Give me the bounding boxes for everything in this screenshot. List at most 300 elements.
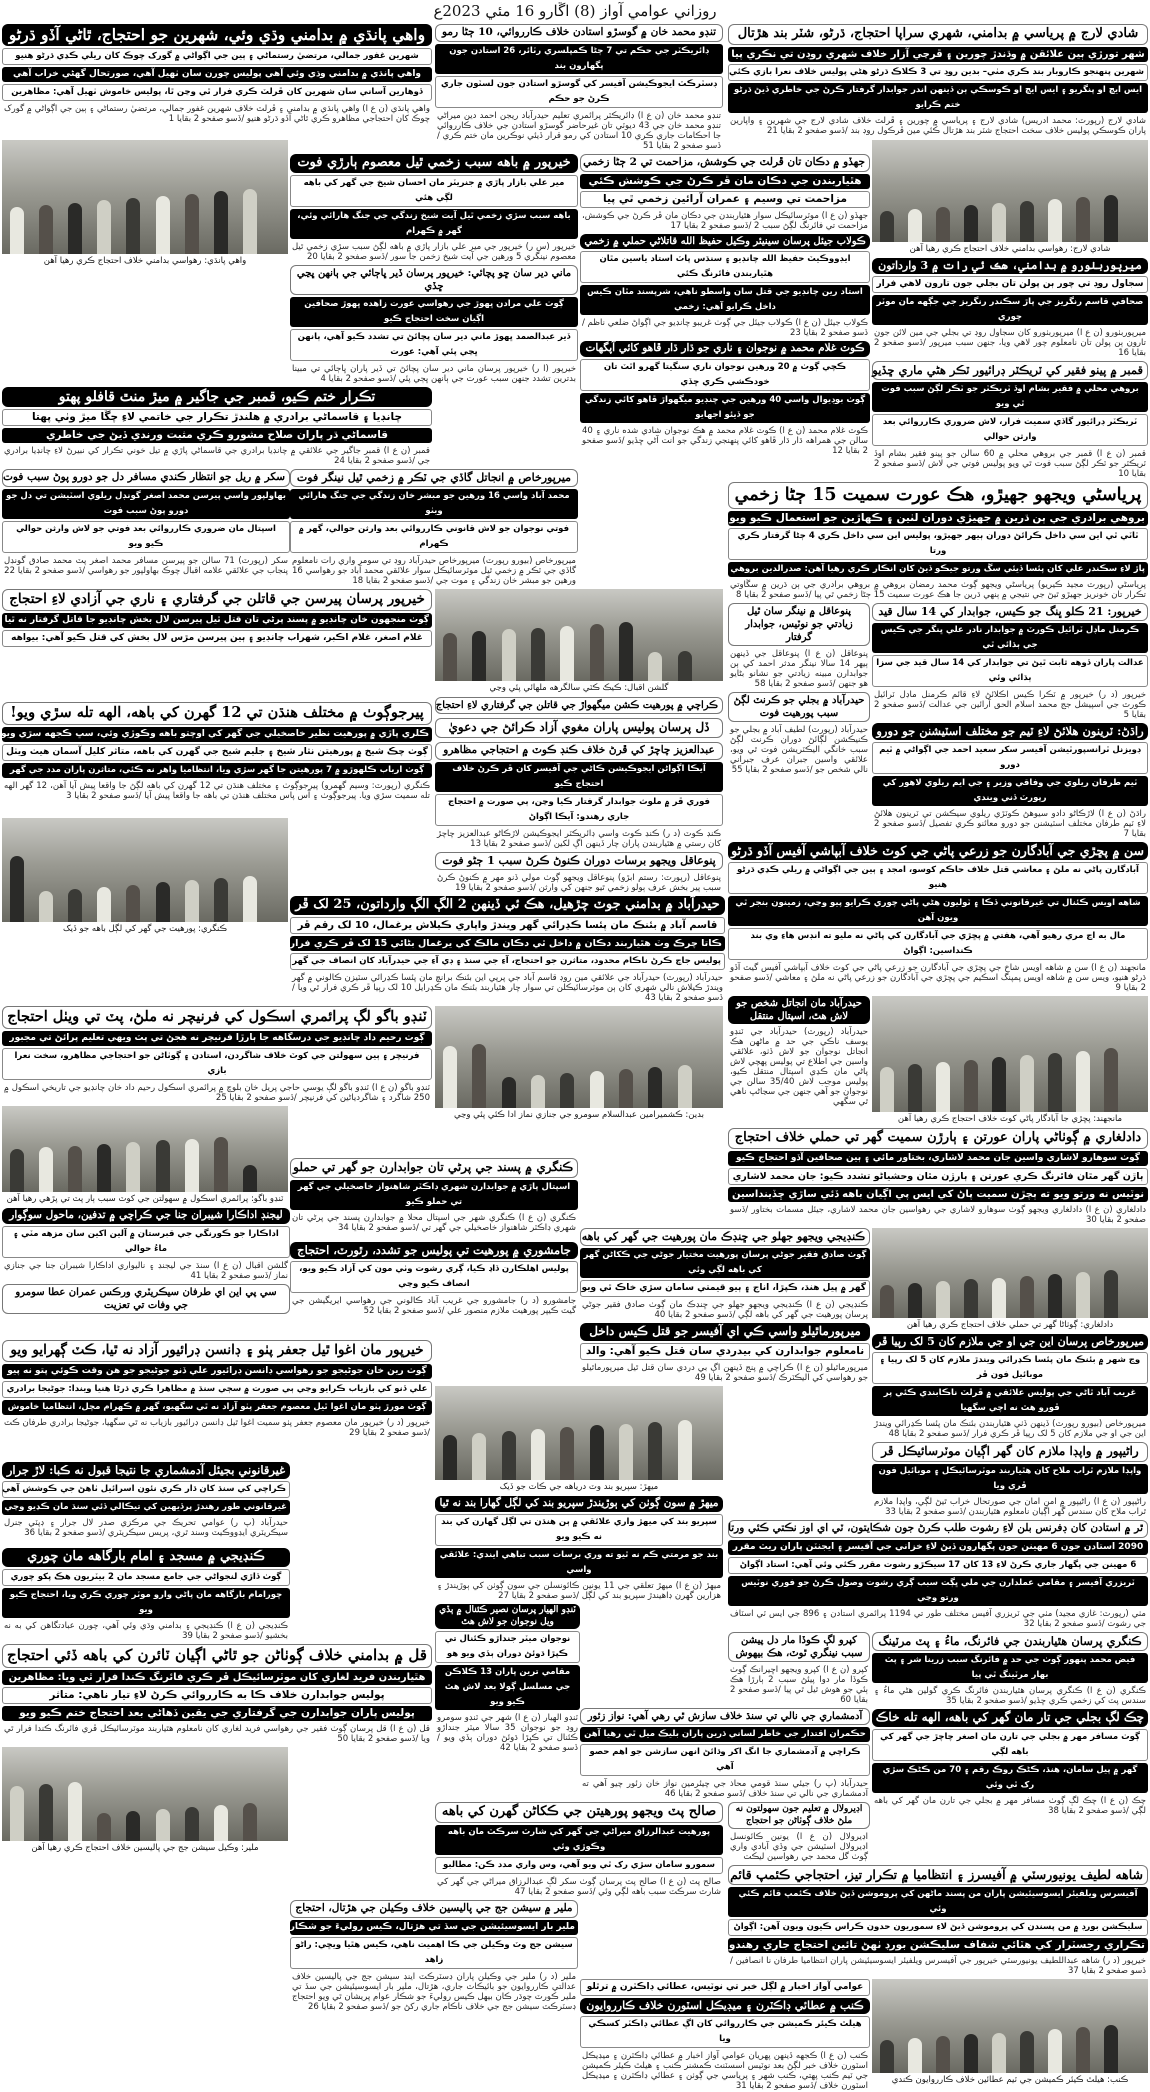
news-photo: [872, 996, 1148, 1126]
story-body-text: راڌڻ (ن ع ا) لاڙڪاڻو دادو سيوهڻ ڪوٽڙي ريلوي سيڪشن تي ٽرينون هلائڻ لاءِ ٽيم طرفان مختلف اسٽيشنن جو دورو معائنو ڪري تفصيل /ڏسو صفحو 2 بقايا 7: [874, 808, 1146, 839]
story-subheadline: ٻاڙن گهر مٿان فائرنگ ڪري عورتن ۽ ٻارڙن مٿان وحشياڻو تشدد ڪيو: جان محمد لاشاري: [728, 1168, 1148, 1185]
story-subheadline: پوليس پاران جوابدارن جي گرفتاري جي يقين ڏهاڻي بعد احتجاج ختم ڪيو ويو: [2, 1706, 432, 1721]
story-body-text: ميهڙ (ن ع ا) ميهڙ تعلقي جي 11 يونين ڪائونسلن جي سون ڳوٺن کي ٻوڙيندڙ ۽ هزارين گهرن ڊاهيندڙ سپريو بند کي لڳل /ڏسو صفحو 2 بقايا 27: [437, 1580, 721, 1601]
news-story: [580, 1228, 870, 1321]
news-story: [435, 1604, 580, 1754]
photo-image: [2, 818, 288, 922]
photo-figure: [243, 876, 257, 922]
photo-caption: ڪنگري: پورهيت جي گهر کي لڳل باهه جو ڏيک: [63, 924, 227, 934]
story-subheadline: شهرين غفور جمالي، مرتضيٰ رستماڻي ۽ ٻين جي اڳواڻي ۾ گورک چوڪ کان ريلي ڪڍي ڌرڻو هنيو: [2, 48, 432, 65]
photo-figure: [936, 207, 950, 242]
news-story: [728, 482, 1148, 601]
story-body-text: خيرپور (د ر) شاهه عبداللطيف يونيورسٽي خيرپور جي آفيسرس ويلفيئر ايسوسيئيشن پاران انتظاميا طرفان نا انصافين /ڏسو صفحو 2 بقايا 37: [730, 1956, 1146, 1977]
news-story: [2, 1548, 290, 1642]
story-body-text: صالح پٽ (ن ع ا) صالح پٽ پرسان ڳوٺ سکر لڳ عبدالرزاق ميراڻي جي گهر کي شارٽ سرڪٽ سبب باهه لڳي وئي /ڏسو صفحو 2 بقايا 47: [437, 1876, 721, 1897]
story-subheadline: ٽريڪٽر ڊرائيور گاڏي سميت فرار، لاش ضروري ڪارروائي بعد وارثن حوالي: [872, 414, 1148, 446]
photo-caption: بدين: ڪشميرامين عبدالسلام سومرو جي جنازي نماز ادا ڪئي پئي وڃي: [454, 1110, 704, 1120]
story-subheadline: سيشن جج وٽ وڪيلن جي ڪا اهميت ناهي، ڪيس هٿيا ويڇي: راڻو زاهد: [290, 1937, 578, 1969]
story-subheadline: فيض محمد پنهور ڳوٺ جي حد ۾ فائرنگ سبب زرينا شر ۽ پٽ بهار مرٽينگ ٿي پيا: [872, 1653, 1148, 1683]
story-subheadline: 6 مهينن جي پگهار جاري ڪرڻ لاءِ 13 کان 17 سيڪڙو رشوت مقرر ڪئي وئي آهي: استاد اڳواڻ: [728, 1557, 1148, 1574]
photo-figure: [243, 1165, 257, 1192]
story-body-text: حيدرآباد (پ ر) عوامي تحريڪ جي مرڪزي صدر لال جرار ۽ ڊپٽي جنرل سيڪريٽري ايڊووڪيٽ وسند ٿري، پريس سيڪريٽري /ڏسو صفحو 2 بقايا 36: [4, 1517, 288, 1538]
story-subheadline: غلام اصغر، غلام اڪبر، شهراب چانڊيو ۽ ٻين پيرسن مڙس لال بخش کي قتل ڪيو آهي: بيواهه: [2, 630, 432, 647]
story-headline[interactable]: شاهه لطيف يونيورسٽي ۾ آفيسرز ۽ انتظاميا ۾ تڪرار تيز، احتجاجي ڪئمپ قائم: [728, 1865, 1148, 1885]
photo-figure: [39, 1784, 53, 1841]
story-subheadline: ڪاتا چرڪ وٽ هٿياربند دڪان ۾ داخل ٿي دڪان مالڪ کي يرغمال بڻائي 15 لک ڦر ڪري فرار: [290, 936, 725, 951]
photo-figure: [678, 651, 692, 681]
photo-caption: ملير: وڪيل سيشن جج جي پاليسين خلاف احتجاج ڪري رهيا آهن: [31, 1843, 259, 1853]
photo-figure: [560, 1427, 574, 1480]
story-subheadline: باهه سبب سڙي زخمي ٿيل آيت شيخ زندگي جي جنگ هارائي وئي، گهر ۾ ڪهرام: [290, 209, 578, 239]
photo-figure: [1020, 1055, 1034, 1112]
news-story: [580, 341, 870, 457]
story-subheadline: ڳوٺ سوهارو لاشاري واسين جان محمد لاشاري، بختاور مائي ۽ ٻين صحافين آڏو احتجاج ڪيو: [728, 1151, 1148, 1166]
photo-figure: [443, 1435, 457, 1480]
story-body-text: حيدرآباد (رپورٽ) لطيف آباد ۾ بجلي جو ڪنيڪشن لڳائڻ دوران ڪرنٽ لڳڻ سبب خانگي اليڪٽريشن فوت ٿي ويو، علائقي واسين جبران عرف جبراني نالي شخص جو /ڏسو صفحو 2 بقايا 55: [730, 725, 868, 775]
news-story: [580, 1323, 870, 1384]
photo-caption: شادي لارج: رهواسي بدامني خلاف احتجاج ڪري رهيا آهن: [909, 244, 1111, 254]
photo-figure: [126, 885, 140, 922]
photo-caption: گلشن اقبال: ڪيڪ ڪٽي سالگرهه ملهائي پئي وڃي: [489, 683, 669, 693]
photo-figure: [472, 631, 486, 681]
photo-figure: [936, 1281, 950, 1318]
photo-figure: [472, 1433, 486, 1480]
news-story: [2, 1644, 432, 1745]
story-subheadline: چانڊيا ۽ قاسماڻي برادري ۾ هلندڙ تڪرار جي خاتمي لاءِ چڱا ميڙ وٺي پهتا: [2, 409, 432, 426]
story-subheadline: بهاولپور واسي پيرسن محمد اصغر گونڊل ريلوي اسٽيشن تي دل جو دورو پوڻ سبب فوت: [2, 489, 290, 519]
story-subheadline: ڪراچي کي سنڌ کان ڌار ڪري نئون اسرائيل ٺاهڻ جي ڪوشش آهي: [2, 1481, 290, 1498]
photo-figure: [1048, 199, 1062, 242]
story-body-text: حيدرآباد (رپورٽ) حيدرآباد جي ٽنڊو يوسف ناڪي جي حد ۾ ماڻهن هڪ انجاتل نوجوان جو لاش ڏٺو، علائقي واسين جي اطلاع تي پوليس پهچي لاش پاڻي مان ڪڍي اسپتال منتقل ڪيو، پوليس موجب لاش 35/40 سالن جي نوجوان جو آهي جنهن جي سڃاڻپ ناهي ٿي سگهي: [730, 1027, 868, 1107]
story-subheadline: ڏير عبدالصمد ڀهوڙ ماني دير سان پچائڻ تي تشدد ڪيو آهي، ٻانهن ڀڃي پئي آهي: عورت: [290, 329, 578, 361]
story-headline[interactable]: غيرقانوني بجيئل آدمشماري جا نتيجا قبول نه ڪبا: لاڙ جرار: [2, 1462, 290, 1479]
photo-figure: [992, 203, 1006, 242]
photo-figure: [472, 1044, 486, 1108]
story-headline[interactable]: راڌڻ: ٽرينون هلائڻ لاءِ ٽيم جو مختلف اسٽيشنن جو دورو: [872, 723, 1148, 740]
story-headline[interactable]: حيدرآباد مان انجاتل شخص جو لاش هٿ، اسپتال منتقل: [728, 996, 870, 1024]
story-headline[interactable]: عبدالعزيز چاچڙ کي ڦرڻ خلاف ڪنڊ ڪوٽ ۾ احتجاجي مظاهرو: [435, 742, 723, 760]
story-subheadline: هٿياربندن فريد لغاري کان موٽرسائيڪل ڦر ڪري فائرنگ ڪندا فرار ٿي ويا: مظاهرين: [2, 1670, 432, 1685]
story-subheadline: ڳوٺ بوڊيوال واسي 40 ورهين جي چنڊيو ميگهواڙ ڦاهو کائي زندگي جو ڏيئو اجهايو: [580, 393, 870, 423]
story-headline[interactable]: ڪنڊيجي ۾ مسجد ۽ امام بارگاهه مان چوري: [2, 1548, 290, 1567]
story-body-text: قمبر (ن ع ا) قمبر جي بروهي محلي ۾ 60 سالن جو پينو فقير بشام اوڏ ٽريڪٽر جو ٽڪر لڳڻ سبب فوت ٿي ويو پوليس فوتي جي لاش /ڏسو صفحو 2 بقايا 10: [874, 448, 1146, 479]
story-headline[interactable]: پنوعاقل ويجهو برسات دوران ڪنوڻ ڪرڻ سبب 1 ڄڻو فوت: [435, 852, 723, 870]
story-subheadline: اداڪارا جو ڪورنگي جي قبرستان ۾ آلين اکين سان مزهه مٽي ۽ ماءُ حوالي: [2, 1226, 290, 1258]
story-subheadline: ڊائريڪٽر جي حڪم تي 7 ڄڻا ڪمپلسري رٽائر، 26 استادن جون پگهارون بند: [435, 44, 723, 74]
story-subheadline: ڏوهارين آساني سان شهرين کان ڦرلٽ ڪري فرار ٿي وڃن ٿا، پوليس خاموش ٺهيل آهي: مظاهرين: [2, 84, 432, 101]
news-story: [872, 361, 1148, 480]
story-kicker: عوامي آواز اخبار ۾ لڳل خبر تي نوٽيس، عطائي ڊاڪٽرن ۾ ترٿلو: [580, 1979, 870, 1996]
photo-caption: ٽنڊو باگو: پرائمري اسڪول ۾ سهولتن جي کوٽ سبب ٻار پٽ تي پڙهي رهيا آهن: [6, 1194, 284, 1204]
photo-figure: [214, 191, 228, 254]
news-story: [2, 1462, 290, 1539]
photo-figure: [502, 1431, 516, 1480]
story-headline[interactable]: خيرپور مان اغوا ٿيل جعفر پٺو ۽ ڊانسن ڊرائيور آزاد نه ٿيا، ڪٽ ڳهرايو ويو: [2, 1340, 432, 1362]
story-body-text: ٽنڊو باگو (ن ع ا) ٽنڊو باگو لڳ يوسي حاجي پريل خان بلوچ ۾ پرائمري اسڪول رحيم داد خان چانڊيو جي تاريخي اسڪول ۾ 250 شاگرد ۽ شاگردياڻين کي فرنيچر /ڏسو صفحو 2 بقايا 25: [4, 1082, 430, 1103]
news-photo: [2, 1106, 288, 1206]
story-body-text: ڪولاب جيئل (ن ع ا) ڪولاب جيئل جي ڳوٺ غريبو چانڊيو جي اڳواڻ ضلعي ناظم /ڏسو صفحو 2 بقايا 23: [582, 318, 868, 338]
news-story: [2, 469, 290, 577]
story-headline[interactable]: ڪولاب جيئل پرسان سينيئر وڪيل حفيظ الله قاتلاڻي حملي ۾ زخمي: [580, 234, 870, 249]
story-body-text: تنڊو محمد خان (ن ع ا) ڊائريڪٽر پرائمري تعليم حيدرآباد ريجن احمد دين ميراڻي تنڊو محمد خان جي 43 ديوٽي تان غيرحاضر گوسڙو استادن جي خلاف ڪارروائي جا احڪامات جاري ڪري 10 استادن کي رمو قرار ڏيئي نوڪرين مان ختم ڪري /ڏسو صفحو 2 بقايا 51: [437, 110, 721, 151]
story-subheadline: پوليس جاچ ڪرڻ ناڪام محدود، متاثرن جو احتجاج، آءِ جي سنڌ ۽ ڊي آءِ جي حيدرآباد کان انصاف جي گهر: [290, 953, 725, 970]
story-headline[interactable]: تنڊو محمد خان ۾ گوسڙو استادن خلاف ڪارروائي، 10 ڄڻا رمو: [435, 24, 723, 42]
photo-caption: واهي پانڌي: رهواسي بدامني خلاف احتجاج ڪري رهيا آهن: [43, 256, 247, 266]
story-headline[interactable]: پنوعاقل ۾ نينگر سان ٿيل زيادتي جو نوٽيس، جوابدار گرفتار: [728, 603, 870, 646]
news-story: [728, 1128, 1148, 1226]
photo-figure: [1076, 1051, 1090, 1112]
story-subheadline: ڪلري پاڙي ۾ پورهيت نظير خاصخيلي جي گهر کي اوچتو باهه وڪوڙي وئي، سڀ ڪجهه سڙي ويو: [2, 727, 432, 742]
photo-image: [2, 1106, 288, 1192]
news-photo: [435, 589, 723, 695]
story-subheadline: مزاحمت تي وسيم ۽ عمران آرائين زخمي ٿي پيا: [580, 191, 870, 208]
photo-figure: [126, 1142, 140, 1192]
story-headline[interactable]: ڪراچي ۾ پورهيت ڪشن ميگهواڙ جي قاتلن جي گرفتاري لاءِ احتجاج: [435, 697, 723, 714]
photo-caption: مانجهند: پڇڙي جا آبادگار پاڻي کوٽ خلاف احتجاج ڪري رهيا آهن: [897, 1114, 1123, 1124]
photo-figure: [880, 1067, 894, 1112]
story-body-text: خيرپور (ا ر) خيرپور پرسان ماني دير سان پچائڻ تي ڏير پاران ڀاڄائي تي مبينا بدترين تشدد جنهن سبب عورت جي ٻانهن ڀڄي پئي /ڏسو صفحو 2 بقايا 4: [292, 364, 576, 384]
story-subheadline: پوليس جوابدارن خلاف ڪا به ڪارروائي ڪرڻ لاءِ تيار ناهي: متاثر: [2, 1687, 432, 1704]
news-story: [290, 154, 578, 263]
story-body-text: حيدرآباد (پ ر) جيئي سنڌ قومي محاذ جي چيئرمين نواز خان زئور چيو آهي ته آدمشماري جي نالي تي سنڌ خلاف /ڏسو صفحو 2 بقايا 46: [582, 1779, 868, 1799]
story-body-text: ڪنب (ن ع ا) ڪجهه ڏينهن پهريان عوامي آواز اخبار ۾ عطائي ڊاڪٽرن ۽ ميڊيڪل اسٽورن خلاف خبر لڳڻ بعد نوٽيس اسسٽنٽ ڪمشنر ڪنب ۽ هيلٿ ڪيئر ڪميشن جي ٽيم ڪنب پهتي، ڪنب شهر ۽ پرياسي جي ڳوٺن ۽ عطائي ڊاڪٽرن ۽ ميڊيڪل اسٽورن خلاف /ڏسو صفحو 2 بقايا 31: [582, 2051, 868, 2092]
story-subheadline: عدالت پاران ڏوهه ثابت ٿيڻ تي جوابدار کي 14 سال قيد جي سزا ٻڌائي وئي: [872, 655, 1148, 687]
story-body-text: شادي لارج (رپورٽ: محمد ادريس) شادي لارج ۽ پرياسي ۾ چورين ۽ ڦرلٽ خلاف شادي لارج جي شهرين ۽ واپارين پاران ڪوسڪي پوليس خلاف سخت احتجاج شٽر بند هڙتال ڪئي مين ڦرڪول روڊ بند /ڏسو صفحو 2 بقايا 21: [730, 115, 1146, 136]
story-headline[interactable]: ميرپوربٺورو ۾ بدامني، هڪ ئي رات ۾ 3 وارداتون: [872, 258, 1148, 274]
story-headline[interactable]: واهي پانڌي ۾ بدامني وڌي وئي، شهرين جو احتجاج، ٿاڻي آڏو ڌرڻو: [2, 24, 432, 46]
story-subheadline: بروهي محلي ۾ فقير بشام اوڏ ٽريڪٽر جو ٽڪر لڳڻ سبب فوت ٿي ويو: [872, 382, 1148, 412]
story-headline[interactable]: آدمشماري جي نالي تي سنڌ خلاف سازش ٿي رهي آهي: نواز زئور: [580, 1708, 870, 1725]
story-body-text: ڪنڊيجي (ن ع ا) ڪنڊيجي ۽ بدامني وڌي وئي آهي، چورن عبادتگاهن کي به نه بخشيو /ڏسو صفحو 2 بقايا 39: [4, 1620, 288, 1641]
photo-figure: [1048, 1053, 1062, 1112]
photo-figure: [560, 626, 574, 681]
story-body-text: جامشورو (د ر) جامشورو جي غريب آباد ڪالوني جي رهواسي ايريگيشن جي گيٽ ڪيپر پورهيت ملازم منصور علي /ڏسو صفحو 2 بقايا 52: [292, 1295, 576, 1316]
story-body-text: سکر (رپورٽ) 71 سالن جو پيرسن مسافر محمد اصغر پٽ محمد صادق گونڊل پنجاب جي علائقي علامه اقبال چوڪ بهاولپور جو رهواسي /ڏسو صفحو 2 بقايا 22: [4, 555, 289, 576]
news-photo: [2, 1747, 288, 1855]
photo-figure: [10, 856, 24, 922]
photo-figure: [1048, 2029, 1062, 2073]
photo-figure: [156, 1809, 170, 1841]
story-subheadline: واهي پانڌي ۾ بدامني وڌي وئي آهي پوليس چورن سان ٺهيل آهي، صورتحال گهڻي خراب آهي: [2, 67, 432, 82]
photo-figure: [10, 1149, 24, 1192]
photo-figure: [531, 628, 545, 681]
news-photo: [872, 1979, 1148, 2087]
story-subheadline: علي ڏنو کي بازياب ڪرايو وڃي ٻي صورت ۾ سڄي سنڌ ۾ مظاهرا ڪري ڌرڻا هنيا ويندا: جوڻيجا برادري: [2, 1381, 432, 1398]
news-story: [872, 603, 1148, 721]
story-subheadline: ڊسٽرڪٽ ايجوڪيشن آفيسر کي گوسڙو استادن جون لسٽون جاري ڪرڻ جو حڪم: [435, 76, 723, 108]
story-subheadline: ڊويزنل ٽرانسپورٽيشن آفيسر سکر سعيد احمد جي اڳواڻي ۾ ٽيم دورو: [872, 742, 1148, 774]
story-headline[interactable]: راڻيپور ۾ واپڊا ملازم کان گهر اڳيان موٽرسائيڪل ڦر: [872, 1442, 1148, 1462]
story-subheadline: واپڊا ملازم ٿراب ملاح کان هٿياربند موٽرسائيڪل ۽ موبائيل فون ڦري ويا: [872, 1464, 1148, 1494]
story-headline[interactable]: کپرو لڳ ڪوڏا مار دل پيشن سبب نينگري ٿوٽ، هڪ بيهوش: [728, 1632, 870, 1662]
story-body-text: گلشن اقبال (ن ع ا) سنڌ جي ليجنڊ ۽ ناليواري اداڪارا شيبران جنا جي جنازي نماز /ڏسو صفحو 2 بقايا 41: [4, 1260, 288, 1281]
story-subheadline: ڳوٺ صادق فقير جوڻي پرسان پورهيت مختيار جوڻي جي ڪکاڻن گهر کي باهه لڳي وئي: [580, 1248, 870, 1278]
story-subheadline: ايس ايچ او پنگريو ۽ ايس ايچ او ڪوسڪي ٻن ڏينهن اندر جوابدار گرفتار ڪرڻ جي خاطري ڏيڻ ڌرڻو ختم ڪرايو: [728, 83, 1148, 113]
story-headline[interactable]: حيدرآباد ۾ بدامني جوٽ چڙهيل، هڪ ئي ڏينهن 2 الڳ الڳ وارداتون، 25 لک ڦر: [290, 896, 725, 915]
news-story: [435, 718, 723, 740]
story-subheadline: نوجوان ميٽر جنداڙو ڪئنال تي ڪپڙا ڌوئڻ دوران ٻڏي ويو هو: [435, 1631, 580, 1663]
news-story: [728, 996, 870, 1108]
story-headline[interactable]: ڪوٽ غلام محمد ۾ نوجوان ۽ ناري جو ڌار ڌار ڦاهو کائي آپگهات: [580, 341, 870, 357]
photo-figure: [185, 1807, 199, 1841]
photo-figure: [648, 1067, 662, 1108]
story-body-text: خيرپور (د ر) خيرپور ۾ ٽڪرا ڪيس اڪلائڻ لاءِ قائم ڪرمنل ماڊل ٽرائيل ڪورٽ جي اسپيشل جج محمد اسلام الحق آرائين جي عدالت /ڏسو صفحو 2 بقايا 5: [874, 690, 1146, 721]
photo-figure: [992, 1278, 1006, 1319]
story-subheadline: چورامام بارگاهه مان پاڻي وارو موٽر چوري ڪري ويا، احتجاج ڪيو ويو: [2, 1588, 290, 1618]
news-story: [435, 1802, 723, 1898]
story-body-text: کپرو (ن ع ا) کپرو ويجهو اڇيرانڪ ڳوٺ ڪوڏا مار دوا پيئڻ سبب 2 ٻارڙا هڪ ٻئي جو هوش ٿيل ٿي پيا /ڏسو صفحو 2 بقايا 60: [730, 1665, 868, 1705]
story-headline[interactable]: جهڏو ۾ دڪان تان ڦرلٽ جي ڪوشش، مزاحمت تي 2 ڄڻا زخمي: [580, 154, 870, 172]
story-headline[interactable]: خيرپور: 21 ڪلو ڀنگ جو ڪيس، جوابدار کي 14 سال قيد: [872, 603, 1148, 621]
story-body-text: پنوعاقل (ن ع ا) پنوعاقل جي ڏينهن ٻيهر 14 سالا نينگر مدثر احمد کي ٻن جوابدارن مبينه زيادتي جو نشانو بڻايو هو جنهن /ڏسو صفحو 2 بقايا 58: [730, 649, 868, 689]
photo-figure: [619, 622, 633, 681]
photo-image: [2, 1747, 288, 1841]
photo-image: [872, 1979, 1148, 2073]
photo-figure: [39, 891, 53, 922]
story-body-text: ڪنگري (رپورٽ: وسيم گهمرو) پيرجوڳوٺ ۽ مختلف هنڌن تي 12 گهرن کي باهه لڳڻ جا واقعا پيش آيا آهن، 12 گهر الهه تله سميت سڙي ويا. پيرجوڳوٺ ۽ آس پاس مختلف هنڌن تي باهه جا واقعا پيش آيا /ڏسو صفحو 2 بقايا 3: [4, 780, 430, 801]
photo-figure: [126, 198, 140, 254]
story-subheadline: آفيسرس ويلفيئر ايسوسيئيشن پاران من پسند ماڻهن کي پروموشن ڏيڻ خلاف ڪئمپ قائم ڪئي وئي: [728, 1887, 1148, 1917]
story-headline[interactable]: شادي لارج ۾ پرياسي ۾ بدامني، شهري سراپا احتجاج، ڌرڻو، شٽر بند هڙتال: [728, 24, 1148, 45]
photo-figure: [243, 189, 257, 254]
story-subheadline: محمد آباد واسي 16 ورهين جو مبشر خان زندگي جي جنگ هارائي ويٺو: [290, 489, 578, 519]
story-body-text: ملير (د ر) ملير جي وڪيلن پاران ڊسٽرڪٽ اينڊ سيشن جج جي پاليسين خلاف عدالتي ڪارروايون جو بائيڪاٽ جاري، هڙتال، ملير بار ايسوسيئيشن جي سڏ تي ملير ڪورٽ چوڌر ڪان بيهل ڪيس روليءَ جو شڪار عوام پريشان ٿي ويو احتجاج ڊسٽرڪٽ سيشن جج جي خلاف ناڪام جاري رکڻ جو /ڏسو صفحو 2 بقايا 26: [292, 1971, 576, 2012]
story-headline[interactable]: سکر ۾ ريل جو انتظار ڪندي مسافر دل جو دورو پوڻ سبب فوت: [2, 469, 290, 487]
story-headline[interactable]: سن ۾ پڇڙي جي آبادگارن جو زرعي پاڻي جي کوٽ خلاف آبپاشي آفيس آڏو ڌرڻو: [728, 842, 1148, 860]
story-subheadline: ڳوٺ مسافر مهر ۾ بجلي جي تارن مان اصغر چاچڙ جي گهر کي باهه لڳي: [872, 1729, 1148, 1761]
news-story: [728, 1865, 1148, 1977]
news-story: [728, 1802, 870, 1863]
story-body-text: جهڏو (ن ع ا) موٽرسائيڪل سوار هٿياربندن جي دڪان مان ڦر ڪرڻ جي ڪوشش، مزاحمت تي فائرنگ لڳڻ سبب 2 /ڏسو صفحو 2 بقايا 17: [582, 210, 868, 231]
story-subheadline: نوٽيس نه ورتو ويو ته ٻچڙن سميت پاڻ کي ايس پي اڳيان باهه ڏئي ساڙي ڇڏينداسين: [728, 1187, 1148, 1202]
news-story: [435, 742, 723, 850]
photo-figure: [964, 1279, 978, 1318]
story-subheadline: ڳوٺ رين خان جوڻيجو جو رهواسي ڊانسن ڊرائيور علي ڏنو جوڻيجو جو هن وقت ڪوئي پتو نه پيو: [2, 1364, 432, 1379]
story-body-text: ڪنگري (ن ع ا) ڪنگري شهر جي اسپتال محلا ۾ جوابدارن پسند جي پرڻي تان شهري ڊاڪٽر شاهنواز خاصخيلي جي گهر تي /ڏسو صفحو 2 بقايا 34: [292, 1212, 576, 1233]
news-story: [872, 1709, 1148, 1817]
story-headline[interactable]: تڪرار ختم ڪيو، قمبر جي جاگير ۾ ميڙ منٿ قافلو پهتو: [2, 387, 432, 407]
photo-figure: [590, 1425, 604, 1480]
story-subheadline: پوليس اهلڪارن ڏاڍ ڪيا، ڳري رشوت وٺي مون کي آزاد ڪيو ويو، انصاف ڪيو وڃي: [290, 1261, 578, 1293]
news-story: [580, 1979, 870, 2092]
story-subheadline: تڪراري رجسٽرار کي هٽائي شفاف سليڪشن بورڊ ٺهڻ تائين احتجاج جاري رهندو: [728, 1938, 1148, 1953]
photo-figure: [39, 1147, 53, 1192]
story-body-text: حيدرآباد (رپورٽ) حيدرآباد جي علائقي مين روڊ قاسم آباد جي پرپي اين بئنڪ برانچ مان پئسا ڪڍرائي سٽيزن ڪالوني ۾ گهر ويندڙ ڪيلاش نالي شهري کان ٻن موٽرسائيڪلن تي سوار چار هٿياربند بئنڪ مان ڪڍرايل 10 لک رپيا ڦر ڪري فرار ٿي ويا /ڏسو صفحو 2 بقايا 43: [292, 972, 723, 1003]
story-headline[interactable]: ماني دير سان ڇو پچائي: خيرپور پرسان ڏير ڀاڄائي جي ٻانهن ڀڃي ڇڏي: [290, 265, 578, 295]
story-body-text: مانجهند (ن ع ا) سن ۾ شاهه اويس شاخ جي پڇڙي جي آبادگارن جو زرعي پاڻي جي کوٽ خلاف آبپاشي آفيس گيٽ آڏو ڌرڻو هنيو، ويس سن ۾ شاهه اويس پمپنگ اسڪيم جي پڇڙي جي آبادگارن جو زرعي پاڻي نه ملڻ ۽ معاشي /ڏسو صفحو 2 بقايا 9: [730, 963, 1146, 994]
story-headline[interactable]: صالح پٽ ويجهو پورهيتن جي ڪکاڻن گهرن کي باهه: [435, 1802, 723, 1823]
photo-figure: [39, 205, 53, 254]
photo-figure: [214, 1805, 228, 1841]
photo-figure: [68, 1782, 82, 1841]
story-subheadline: پورهيت عبدالرزاق ميراڻي جي گهر کي شارٽ سرڪٽ مان باهه وڪوڙي وئي: [435, 1825, 723, 1855]
story-headline[interactable]: خيرپور پرسان پيرسن جي قاتلن جي گرفتاري ۽ ناري جي آزادي لاءِ احتجاج: [2, 589, 432, 611]
photo-figure: [678, 1420, 692, 1480]
story-body-text: خيرپور (د ر) خيرپور مان معصوم جعفر پٺو سميت اغوا ٿيل ڊانسن ڊرائيور بازياب نه ٿي سگهيا، جوڻيجا برادري طرفان ڪٽ /ڏسو صفحو 2 بقايا 29: [4, 1417, 430, 1438]
story-subheadline: آبادگارن پاڻي نه ملڻ ۽ معاشي قتل خلاف حاڪم کوسو، امجد ۽ ٻين جي اڳواڻي ۾ ريلي ڪڍي ڌرڻو هنيو: [728, 862, 1148, 894]
story-subheadline: مال به اڃ مري رهيو آهي، هفتي ۾ پڇڙي جي آبادگارن کي پاڻي نه مليو ته انڊس هاءِ وي بند ڪنداسين: اڳواڻ: [728, 928, 1148, 960]
story-body-text: ميرپورماٿيلو (ن ع ا) ڪراچي ۾ پنج ڏينهن اڳ بي دردي سان قتل ٿيل ميرپورماٿيلو جو رهواسي کي اليڪٽرڪ /ڏسو صفحو 2 بقايا 49: [582, 1362, 868, 1383]
story-body-text: قل (ن ع ا) قل پرسان ڳوٺ فقير جي رهواسي فريد لغاري کان نامعلوم هٿياربند موٽرسائيڪل ڦري فائرنگ ڪندا فرار ٿي ويا /ڏسو صفحو 2 بقايا 50: [4, 1723, 430, 1744]
photo-figure: [185, 194, 199, 254]
photo-figure: [156, 1140, 170, 1192]
news-story: [728, 24, 1148, 137]
story-headline[interactable]: اڊيرولال ۾ تعليم جون سهولتون نه ملڻ خلاف ڳوٺاڻن جو احتجاج: [728, 1802, 870, 1829]
story-headline[interactable]: ٿر ۾ استادن کان ڊفرنس بلن لاءِ رشوت طلب ڪرڻ جون شڪايتون، ٽي اي اوز نڪتي ڪئي ورتا: [728, 1520, 1148, 1538]
story-body-text: دادلغاري (ن ع ا) دادلغاري ويجهو ڳوٺ سوهارو لاشاري جي رهواسين جان محمد لاشاري، جيئل مسمات بختاور /ڏسو صفحو 2 بقايا 30: [730, 1204, 1146, 1225]
story-headline[interactable]: ٽنڊو باگو لڳ پرائمري اسڪول کي فرنيچر نه ملڻ، پٽ تي ويٺل احتجاج: [2, 1006, 432, 1029]
story-body-text: ميرپورخاص (بيورو رپورٽ) ميرپورخاص حيدرآباد روڊ تي سومر واري رات نامعلوم گاڏي جي ٽڪر ۾ زخمي ٿيل موٽرسائيڪل سوار علائقي محمد آباد جو رهواسي 16 ورهين جو مبشر خان زندگي ۽ موت جي /ڏسو صفحو 2 بقايا 18: [292, 556, 576, 587]
story-subheadline: سپريو بند کي ميهڙ واري علائقي ۾ ٻن هنڌن تي لڳل گهارن کي بند نه ڪيو ويو: [435, 1514, 723, 1546]
photo-caption: دادلغاري: ڳوٺاڻا گهر تي حملي خلاف احتجاج ڪري رهيا آهن: [906, 1320, 1114, 1330]
photo-figure: [1104, 2025, 1118, 2073]
story-subheadline: فوتي نوجوان جو لاش قانوني ڪارروائي بعد وارثن حوالي، گهر ۾ ڪهرام: [290, 521, 578, 553]
news-story: [290, 1158, 578, 1234]
story-body-text: ڪنڊ ڪوٽ (د ر) ڪنڊ ڪوٽ واسي ڊائريڪٽر ايجوڪيشن لاڙڪاڻو عبدالعزيز چاچڙ کان رستي ۾ هٿياربندن پاران چار ڏينهن اڳ لکين /ڏسو صفحو 2 بقايا 13: [437, 828, 721, 849]
news-story: [435, 24, 723, 152]
photo-figure: [156, 196, 170, 254]
news-story: [872, 1334, 1148, 1440]
story-body-text: پرياسڻي (رپورٽ مجيد ڪيريو) پرياسڻي ويجهو ڳوٺ محمد رمضان بروهي ۾ بروهي برادري جي ٻن ڌرين ۾ سڱاوتي تڪرار تان خونريز جهيڙو ٿيڻ جي نتيجي ۾ ٻنهي ڌرين جا هڪ عورت سميت 15 ڄڻا زخمي ٿي پيا /ڏسو صفحو 2 بقايا 8: [730, 579, 1146, 600]
story-subheadline: ڳوٺ ڏاڙي لنجواڻي جي جامع مسجد مان 2 بيٽريون هڪ پکو چوري: [2, 1569, 290, 1586]
story-headline[interactable]: خيرپور ۾ باهه سبب زخمي ٿيل معصوم ٻارڙي فوت: [290, 154, 578, 173]
photo-figure: [1020, 201, 1034, 242]
photo-figure: [443, 1046, 457, 1108]
photo-figure: [1104, 1270, 1118, 1318]
story-subheadline: گهر ۾ پيل هنڌ، ڪپڙا، اناج ۽ ٻيو قيمتي سامان سڙي خاڪ ٿي ويو: [580, 1280, 870, 1297]
story-headline[interactable]: قمبر ۾ پينو فقير کي ٽريڪٽر ڊرائيور ٽڪر هڻي ماري ڇڏيو: [872, 361, 1148, 380]
photo-figure: [1020, 1276, 1034, 1318]
story-subheadline: قاسماڻي ڌر پاران صلاح مشورو ڪري مثبت ورندي ڏيڻ جي خاطري: [2, 428, 432, 443]
story-subheadline: ڪرمنل ماڊل ٽرائيل ڪورٽ ۾ جوابدار نادر علي ڀنگر جي ڪيس جي ٻڌائي ٿي: [872, 623, 1148, 653]
photo-figure: [1104, 195, 1118, 242]
story-subheadline: بروهي برادري جي ٻن ڌرين ۾ جهيڙي دوران لٺين ۽ ڪهاڙين جو استعمال ڪيو ويو: [728, 511, 1148, 526]
photo-figure: [97, 200, 111, 254]
photo-figure: [1048, 1274, 1062, 1318]
news-story: [290, 265, 578, 385]
story-body-text: پنوعاقل (رپورٽ: رستم ابڙو) پنوعاقل ويجهو ڳوٺ مولي ڏنو مهر ۾ ڪنوڻ ڪرڻ سبب پير بخش عرف ٻولو زخمي ٿيو جنهن کي وارثن /ڏسو صفحو 2 بقايا 19: [437, 873, 721, 894]
story-headline[interactable]: ليجنڊ اداڪارا شيبران جنا جي ڪراچي ۾ تدفين، ماحول سوڳوار: [2, 1208, 290, 1224]
photo-figure: [214, 878, 228, 922]
photo-figure: [68, 889, 82, 922]
story-body-text: قمبر (ن ع ا) قمبر جاگير جي علائقي ۾ چانڊيا برادري جي قاسماڻي پاڙي ۾ تيل خوني تڪرار کي نبيرڻ لاءِ چانڊيا برادري جي /ڏسو صفحو 2 بقايا 24: [4, 446, 430, 467]
story-subheadline: ڳوٺ ارباب ڪلهوڙو ۾ 7 پورهيتن جا گهر سڙي ويا، انتظاميا واهر نه ڪئي، متاثرن پاران مدد جي گهر: [2, 763, 432, 778]
story-subheadline: آيڪا اڳواڻن ايجوڪيشن ڪاڻي جي آفيسر کان ڦر ڪرڻ خلاف احتجاج ڪيو: [435, 762, 723, 792]
story-headline[interactable]: ميرپورخاص ۾ انجاتل گاڏي جي ٽڪر ۾ زخمي ٿيل نينگر فوت: [290, 469, 578, 487]
story-body-text: مٺي (رپورٽ: غازي مجيد) مٺي جي ٽريزري آفيس مختلف طور تي 1194 پرائمري استادن ۽ 896 جي ايس ٽي اسٽاف جي رشوت /ڏسو صفحو 2 بقايا 32: [730, 1608, 1146, 1629]
story-headline[interactable]: ڪنگري پرسان هٿياربندن جي فائرنگ، ماءُ ۽ پٽ مرٽينگ: [872, 1632, 1148, 1651]
story-subheadline: غيرقانوني طور رهندڙ پرڏيهين کي تيڪالي ڏئي سنڌ مان ڪڍيو وڃي: [2, 1500, 290, 1515]
story-subheadline: مقامي ترين پاران 13 ڪلاڪن جي مسلسل ڳولا بعد لاش هٿ ڪيو ويو: [435, 1665, 580, 1710]
photo-image: [435, 589, 723, 681]
photo-figure: [590, 1071, 604, 1108]
story-body-text: خيرپور (س ر) خيرپور جي مير علي بازار پاڙي ۾ باهه لڳڻ سبب سڙي زخمي ٿيل معصوم نينگري 5 ورهين جي آيت شيخ زخمن جا سور /ڏسو صفحو 2 بقايا 20: [292, 241, 576, 262]
photo-figure: [964, 205, 978, 242]
story-subheadline: ڳوٺ چڪ شيخ ۾ پورهيتن نثار شيخ ۽ جليم شيخ جي گهرن کي باهه، متاثر کليل آسمان هيٺ ويٺل: [2, 744, 432, 761]
news-story: [872, 1632, 1148, 1707]
news-story: [290, 1242, 578, 1317]
photo-figure: [97, 1144, 111, 1192]
story-headline[interactable]: دادلغاري ۾ ڳوٺاڻي پاران عورتن ۽ ٻارڙن سميت گهر تي حملي خلاف احتجاج: [728, 1128, 1148, 1149]
photo-figure: [531, 1429, 545, 1480]
story-headline[interactable]: ٽنڊو الهيار پرسان نصير ڪئنال ۾ ٻڏي ويل نوجوان جو لاش هٿ: [435, 1604, 580, 1629]
photo-figure: [648, 652, 662, 681]
photo-figure: [68, 203, 82, 254]
photo-figure: [648, 1422, 662, 1480]
photo-caption: ميهڙ: سپريو بند وٽ درياهه جي ڪاٽ جو ڏيک: [499, 1482, 659, 1492]
photo-figure: [619, 1069, 633, 1108]
photo-figure: [1076, 1272, 1090, 1318]
photo-image: [872, 996, 1148, 1112]
photo-figure: [126, 1811, 140, 1841]
photo-figure: [936, 1062, 950, 1112]
story-headline[interactable]: پيرجوڳوٺ ۾ مختلف هنڌن تي 12 گهرن کي باهه، الهه تله سڙي ويو!: [2, 702, 432, 725]
story-subheadline: اسپتال مان ضروري ڪارروائي بعد فوتي جو لاش وارثن حوالي ڪيو ويو: [2, 521, 290, 553]
story-subheadline: شهرين پنهنجو ڪاروبار بند ڪري مٺي– بدين روڊ تي 3 ڪلاڪ ڌرڻو هڻي پوليس خلاف نعرا بازي ڪئي: [728, 64, 1148, 81]
story-headline[interactable]: ميرپورماٿيلو واسي ڪي اي آفيسر جو قتل ڪيس داخل: [580, 1323, 870, 1341]
story-subheadline: سمورو سامان سڙي رک ٿي ويو آهي، وس واري مدد ڪن: مطالبو: [435, 1857, 723, 1874]
story-subheadline: ملير بار ايسوسيئيشن جي سڏ تي هڙتال، ڪيس روليءَ جو شڪار: [290, 1920, 578, 1935]
story-headline[interactable]: ميهڙ ۾ سون ڳوٺن کي ٻوڙيندڙ سپريو بند کي لڳل گهارا بند نه ٿيا: [435, 1496, 723, 1512]
photo-figure: [908, 1283, 922, 1318]
story-subheadline: هٿياربندن جي دڪان مان ڦر ڪرڻ جي ڪوشش ڪئي: [580, 174, 870, 189]
story-subheadline: بند جو مرمتي ڪم نه ٿيو ته وري برسات سبب تباهي ايندي: علائقي واسي: [435, 1548, 723, 1578]
story-headline[interactable]: قل ۾ بدامني خلاف ڳوٺاڻن جو ٿاڻي اڳيان ٽائرن کي باهه ڏئي احتجاج: [2, 1644, 432, 1668]
photo-caption: ڪنب: هيلٿ ڪيئر ڪميشن جي ٽيم عطائين خلاف ڪارروايون ڪندي: [891, 2075, 1129, 2085]
story-headline[interactable]: ڪنب ۾ عطائي ڊاڪٽرن ۽ ميڊيڪل اسٽورن خلاف ڪارروايون: [580, 1998, 870, 2014]
photo-image: [2, 140, 288, 254]
news-story: [435, 852, 723, 894]
story-headline[interactable]: پرياسڻي ويجهو جهيڙو، هڪ عورت سميت 15 ڄڻا زخمي: [728, 482, 1148, 509]
story-headline[interactable]: ملير ۾ سيشن جج جي پاليسين خلاف وڪيلن جي هڙتال، احتجاج: [290, 1900, 578, 1918]
story-headline[interactable]: چڪ لڳ بجلي جي تار مان گهر کي باهه، الهه تله خاڪ: [872, 1709, 1148, 1727]
story-headline[interactable]: ميرپورخاص پرسان اين جي او جي ملازم کان 5 لک رپيا ڦر: [872, 1334, 1148, 1350]
news-story: [2, 1006, 432, 1104]
story-subheadline: ايڊووڪيٽ حفيظ الله چانڊيو ۽ سنڌس پاٽ استاد ياسين مٿان هٿياربندن فائرنگ ڪئي: [580, 251, 870, 283]
story-headline[interactable]: جامشوري ۾ پورهيت تي پوليس جو تشدد، رٿورٽ، احتجاج: [290, 1242, 578, 1259]
news-story: [290, 896, 725, 1004]
photo-figure: [964, 2034, 978, 2073]
news-story: [728, 1632, 870, 1706]
story-headline[interactable]: ڏل پرسان پوليس پاران مغوي آزاد ڪرائڻ جي دعويٰ: [435, 718, 723, 738]
photo-figure: [243, 1803, 257, 1841]
story-subheadline: سجاول روڊ تي چور ٻن پولن تان بجلي جون تارون لاهي فرار: [872, 276, 1148, 293]
story-subheadline: حڪمران اقتدار جي خاطر لساني ڌرين پاران بليڪ ميل ٿي رهيا آهن: [580, 1727, 870, 1742]
photo-figure: [443, 633, 457, 681]
story-headline[interactable]: حيدرآباد ۾ بجلي جو ڪرنٽ لڳڻ سبب پورهيت فوت: [728, 692, 870, 722]
story-body-text: ڪوٽ غلام محمد (ن ع ا) ڪوٽ غلام محمد ۾ هڪ نوجوان شادي شده ناري ۽ 40 سالن جي همراهه ڌار ڌار ڦاهو کائي پنهنجي زندگي جو انت آڻي ڇڏيو /ڏسو صفحو 2 بقايا 12: [582, 425, 868, 456]
photo-figure: [156, 882, 170, 922]
photo-figure: [185, 1139, 199, 1192]
photo-figure: [936, 2036, 950, 2073]
story-body-text: ڪنڊيجي (ن ع ا) ڪنڊيجي ويجهو جهلو جي ڇنڊڪ مان ڳوٺ صادق فقير جوڻي پرسان پورهيت جي گهر کي باهه لڳي /ڏسو صفحو 2 بقايا 40: [582, 1300, 868, 1321]
news-story: [580, 1708, 870, 1800]
photo-figure: [880, 211, 894, 242]
news-story: [435, 1496, 723, 1602]
story-subheadline: سليڪشن بورڊ ۾ من پسندن کي پروموشن ڏيڻ لاءِ سموريون حدون ڪراس ڪيون ويون آهن: اڳواڻ: [728, 1919, 1148, 1936]
story-subheadline: ٽريزري آفيسر ۽ مقامي عملدارن جي ملي ڀڳت سبب ڳري رشوت وصول ڪرڻ جو فوري نوٽيس ورتو وڃي: [728, 1576, 1148, 1606]
news-photo: [2, 818, 288, 936]
story-subheadline: ڳوٺ رحيم داد چانڊيو جي درسگاهه جا ٻارڙا فرنيچر نه هجڻ تي پٽ ويهي تعليم پرائڻ تي مجبور: [2, 1031, 432, 1046]
news-story: [290, 469, 578, 587]
story-headline[interactable]: سي پي اين اي طرفان سيڪريٽري ورڪس عمران عطا سومرو جي وفات تي تعزيت: [2, 1284, 290, 1314]
photo-image: [872, 1228, 1148, 1318]
story-headline[interactable]: ڪنڊيجي ويجهو جهلو جي ڇنڊڪ مان پورهيت جي گهر کي باهه: [580, 1228, 870, 1246]
photo-figure: [992, 1057, 1006, 1112]
story-headline[interactable]: ڪنگري ۾ پسند جي پرڻي تان جوابدارن جو گهر تي حملو: [290, 1158, 578, 1178]
news-photo: [435, 1386, 723, 1494]
news-story: [2, 589, 432, 649]
